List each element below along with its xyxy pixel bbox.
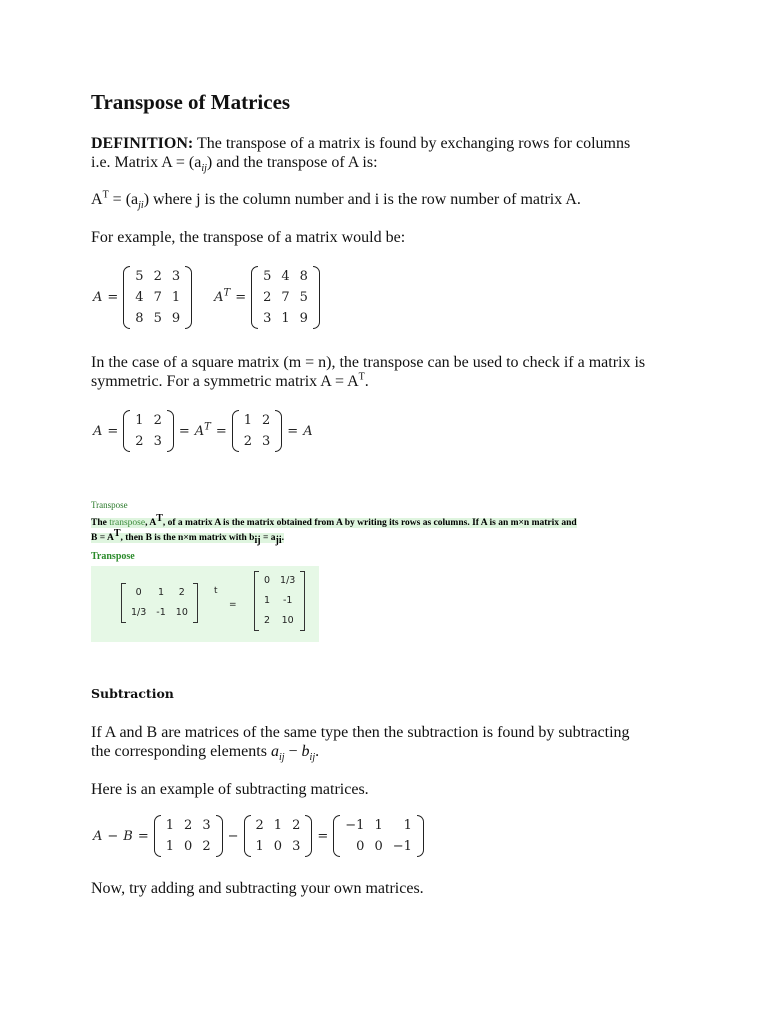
left-paren <box>244 815 251 857</box>
matrix-cell: 1 <box>171 290 181 305</box>
tb-p1a: The <box>91 518 110 528</box>
sub-minus: − <box>284 743 302 760</box>
matrix-row <box>239 431 276 452</box>
sub-b: b <box>301 743 310 760</box>
left-paren <box>154 815 161 857</box>
matrix-row <box>258 308 313 329</box>
at-def-sup: T <box>102 189 109 201</box>
matrix-cell: 1 <box>273 818 283 833</box>
right-bracket <box>193 583 198 623</box>
matrix-cell: 4 <box>135 290 144 305</box>
symmetric-end-label: A <box>303 423 313 439</box>
left-paren <box>333 815 340 857</box>
matrix-cell: 1 <box>165 818 175 833</box>
matrix-cell: 2 <box>153 413 162 428</box>
matrix-cell: 7 <box>281 290 290 305</box>
definition-paragraph <box>91 134 681 175</box>
symmetric-at-label <box>193 421 213 439</box>
symmetric-at-text: A <box>194 423 205 439</box>
matrix-cell: 9 <box>171 311 181 326</box>
matrix-cell: 2 <box>263 290 272 305</box>
sub-bsub: ij <box>309 752 316 764</box>
left-paren <box>123 266 130 329</box>
equals-sign: = <box>107 290 119 305</box>
matrix-row <box>259 571 300 591</box>
matrix-row <box>130 266 185 287</box>
matrix-cell: 10 <box>281 615 294 626</box>
matrix-cell: 5 <box>135 269 144 284</box>
matrix-cell: −1 <box>392 839 412 854</box>
matrix-a-label: A <box>93 290 103 305</box>
tb-p2sup: T <box>113 527 121 539</box>
tb-p2sub1: ij <box>254 534 261 546</box>
matrix-cell: 0 <box>374 839 383 854</box>
matrix-cell: 2 <box>153 269 162 284</box>
matrix-row <box>130 431 167 452</box>
matrix-cell: 1 <box>165 839 175 854</box>
sub-line2: the corresponding elements <box>91 743 271 760</box>
matrix-cell: 3 <box>263 311 272 326</box>
square-matrix-paragraph <box>91 353 681 391</box>
matrix-cell: 2 <box>202 839 211 854</box>
symmetric-at-sup: T <box>204 421 211 433</box>
symmetric-matrix-2 <box>232 410 283 452</box>
subtraction-result-matrix <box>333 815 424 857</box>
matrix-row <box>161 815 216 836</box>
matrix-cell: 0 <box>356 839 365 854</box>
matrix-cell: -1 <box>156 607 166 618</box>
matrix-cell: 2 <box>243 434 253 449</box>
transpose-definition <box>91 189 681 212</box>
matrix-at-label <box>212 287 232 305</box>
matrix-cell: 3 <box>171 269 181 284</box>
square-line1: In the case of a square matrix (m = n), the transpose can be used to check if a matrix is <box>91 354 646 371</box>
matrix-cell: 0 <box>264 575 271 586</box>
at-def-sub: ji <box>138 200 144 212</box>
sub-asub: ij <box>278 752 285 764</box>
matrix-row <box>258 287 313 308</box>
equals-sign: = <box>317 828 329 844</box>
sub-a: a <box>270 743 279 760</box>
matrix-cell: 2 <box>264 615 271 626</box>
left-paren <box>232 410 239 452</box>
matrix-cell: 7 <box>153 290 162 305</box>
matrix-at <box>251 266 320 329</box>
matrix-row <box>340 836 417 857</box>
transpose-link[interactable]: transpose <box>109 518 146 528</box>
tb-p2d: . <box>281 533 284 543</box>
matrix-cell: 2 <box>292 818 301 833</box>
symmetric-matrix-1 <box>123 410 174 452</box>
equals-sign: = <box>107 423 119 439</box>
matrix-cell: 5 <box>153 311 162 326</box>
matrix-cell: 1 <box>403 818 412 833</box>
matrix-cell: 1 <box>264 595 271 606</box>
transpose-input-matrix <box>121 583 198 623</box>
definition-line2a: i.e. Matrix A = (a <box>91 154 202 171</box>
tb-p1c: , of a matrix A is the matrix obtained from A by writing its rows as columns. If A is an m×n matrix and <box>162 518 577 528</box>
matrix-cell: 5 <box>299 290 308 305</box>
transpose-box-line2 <box>91 527 284 546</box>
matrix-cell: 2 <box>184 818 193 833</box>
definition-line2b: ) and the transpose of A is: <box>206 154 378 171</box>
right-paren <box>167 410 174 452</box>
matrix-cell: 2 <box>255 818 264 833</box>
square-sup: T <box>358 371 365 383</box>
tb-p2b: , then B is the n×m matrix with b <box>120 533 255 543</box>
subtraction-matrix-b <box>244 815 313 857</box>
transpose-box-paragraph <box>91 512 691 546</box>
equals-sign: = <box>229 600 237 610</box>
square-line2: symmetric. For a symmetric matrix A = A <box>91 373 359 390</box>
matrix-cell: 0 <box>184 839 193 854</box>
matrix-row <box>340 815 417 836</box>
matrix-row <box>259 611 300 631</box>
matrix-cell: 8 <box>299 269 308 284</box>
example1-equation <box>91 266 322 329</box>
subtraction-heading: Subtraction <box>91 686 174 701</box>
sub-eq-b-label: B <box>123 828 133 844</box>
definition-line1: The transpose of a matrix is found by exchanging rows for columns <box>193 135 631 152</box>
transpose-example-box <box>91 566 319 642</box>
sub-eq-a-label: A <box>93 828 103 844</box>
at-label-text: A <box>214 290 224 305</box>
matrix-cell: -1 <box>282 595 293 606</box>
subtraction-equation <box>91 815 426 857</box>
matrix-cell: 3 <box>262 434 271 449</box>
equals-sign: = <box>178 423 190 439</box>
tb-p1sup: T <box>156 512 163 524</box>
transpose-t-symbol: t <box>214 586 218 596</box>
minus-sign: − <box>227 828 239 844</box>
symmetric-a-label: A <box>93 423 103 439</box>
matrix-row <box>161 836 216 857</box>
matrix-cell: 1 <box>243 413 253 428</box>
square-end: . <box>364 373 369 390</box>
transpose-small-label: Transpose <box>91 500 128 510</box>
tb-p2c: = a <box>260 533 276 543</box>
subtraction-paragraph <box>91 723 681 764</box>
matrix-row <box>251 836 306 857</box>
matrix-row <box>239 410 276 431</box>
matrix-cell: 1 <box>281 311 290 326</box>
tb-p2sub2: ji <box>275 534 282 546</box>
right-paren <box>417 815 424 857</box>
right-paren <box>185 266 192 329</box>
transpose-heading: Transpose <box>91 551 135 562</box>
matrix-cell: 9 <box>299 311 308 326</box>
matrix-row <box>130 308 185 329</box>
left-paren <box>123 410 130 452</box>
matrix-cell: 3 <box>292 839 301 854</box>
tb-p1b: , A <box>145 518 157 528</box>
matrix-row <box>258 266 313 287</box>
definition-label: DEFINITION: <box>91 135 194 152</box>
at-def-c: ) where j is the column number and i is the row number of matrix A. <box>143 191 581 208</box>
matrix-cell: 1/3 <box>131 607 147 618</box>
symmetric-equation <box>91 410 315 452</box>
closing-sentence: Now, try adding and subtracting your own matrices. <box>91 880 424 897</box>
transpose-box-line1 <box>91 512 577 528</box>
right-paren <box>216 815 223 857</box>
matrix-row <box>130 287 185 308</box>
matrix-cell: 8 <box>135 311 144 326</box>
subtraction-intro: Here is an example of subtracting matrices. <box>91 781 369 798</box>
matrix-a <box>123 266 192 329</box>
matrix-row <box>259 591 300 611</box>
right-paren <box>275 410 282 452</box>
matrix-cell: 4 <box>281 269 290 284</box>
right-bracket <box>300 571 305 631</box>
matrix-cell: 0 <box>135 587 142 598</box>
sub-end: . <box>315 743 320 760</box>
left-paren <box>251 266 258 329</box>
at-def-a: A <box>91 191 103 208</box>
matrix-cell: 1 <box>158 587 165 598</box>
sub-line1: If A and B are matrices of the same type then the subtraction is found by subtracting <box>91 724 630 741</box>
matrix-cell: 3 <box>202 818 211 833</box>
tb-p2a: B = A <box>91 533 114 543</box>
matrix-cell: 1 <box>374 818 383 833</box>
at-def-b: = (a <box>108 191 139 208</box>
matrix-row <box>126 583 193 603</box>
subtraction-matrix-a <box>154 815 223 857</box>
equals-sign: = <box>137 828 149 844</box>
equals-sign: = <box>235 290 247 305</box>
page-title: Transpose of Matrices <box>91 90 291 114</box>
definition-sub: ij <box>201 163 207 175</box>
matrix-cell: 3 <box>153 434 162 449</box>
matrix-row <box>126 603 193 623</box>
right-paren <box>305 815 312 857</box>
transpose-output-matrix <box>254 571 305 631</box>
example-intro: For example, the transpose of a matrix would be: <box>91 229 406 246</box>
matrix-cell: 1/3 <box>280 575 296 586</box>
matrix-row <box>251 815 306 836</box>
matrix-cell: 1 <box>135 413 144 428</box>
equals-sign: = <box>287 423 299 439</box>
at-label-sup: T <box>223 287 231 299</box>
matrix-cell: 2 <box>262 413 271 428</box>
right-paren <box>313 266 320 329</box>
matrix-cell: −1 <box>345 818 365 833</box>
matrix-row <box>130 410 167 431</box>
minus-sign: − <box>107 828 119 844</box>
matrix-cell: 5 <box>263 269 272 284</box>
matrix-cell: 10 <box>175 607 188 618</box>
equals-sign: = <box>215 423 227 439</box>
matrix-cell: 1 <box>255 839 264 854</box>
matrix-cell: 2 <box>178 587 185 598</box>
matrix-cell: 2 <box>135 434 144 449</box>
matrix-cell: 0 <box>273 839 283 854</box>
